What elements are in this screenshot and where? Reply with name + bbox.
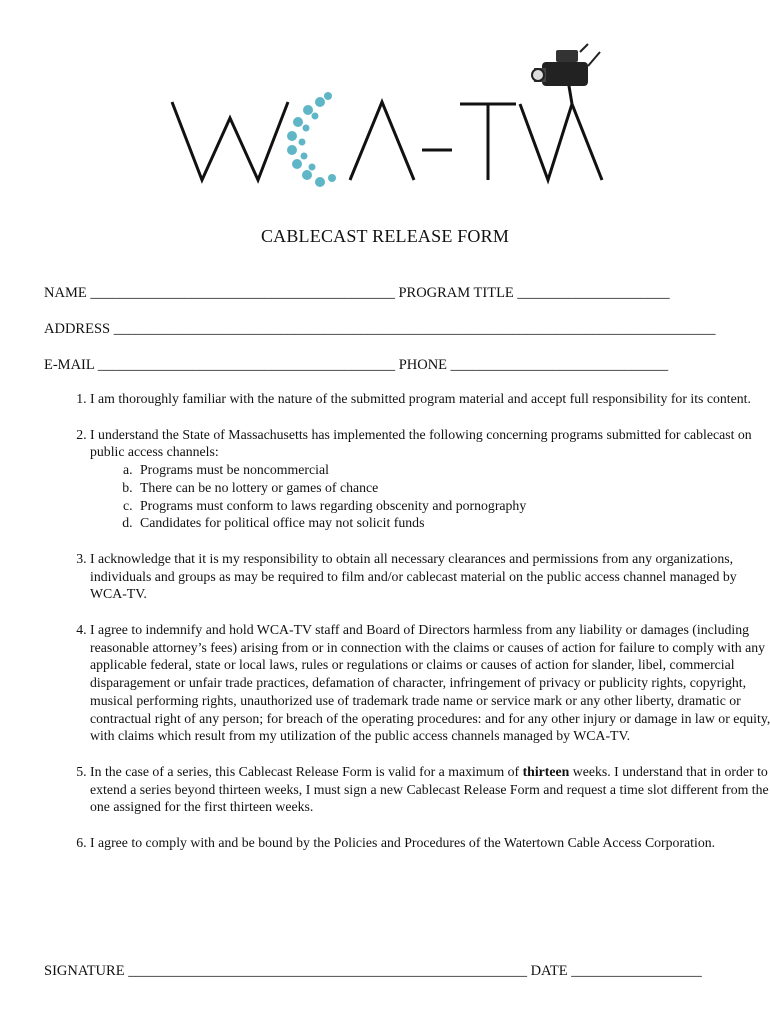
- term-text: I understand the State of Massachusetts has implemented the following concerning programs submitted for cablecast on public access channels:: [90, 426, 752, 460]
- term-text: weeks. I understand that in order to extend a series beyond thirteen weeks, I must sign a new Cablecast Release Form and request a time slot different from the one assigned for the first thirteen weeks.: [90, 763, 769, 815]
- address-label: ADDRESS: [44, 321, 111, 337]
- signature-field[interactable]: _______________________________________________________: [128, 963, 527, 979]
- term-item: [90, 390, 770, 408]
- term-item: [90, 763, 770, 816]
- email-row: [44, 356, 724, 374]
- wca-tv-logo: [170, 40, 620, 190]
- date-label: DATE: [530, 963, 568, 979]
- term-text: In the case of a series, this Cablecast Release Form is valid for a maximum of: [90, 763, 520, 779]
- term-emphasis: thirteen: [522, 763, 570, 779]
- program-title-field[interactable]: _____________________: [517, 285, 670, 301]
- name-label: NAME: [44, 285, 87, 301]
- camera-icon: [532, 44, 600, 86]
- program-title-label: PROGRAM TITLE: [398, 285, 514, 301]
- logo-letter-t: [460, 104, 516, 180]
- camera-tripod-icon: [520, 80, 602, 180]
- term-item: [90, 621, 770, 745]
- sub-item: c. Programs must conform to laws regarding obscenity and pornography: [136, 497, 770, 515]
- address-field[interactable]: ___________________________________________________________________________________: [113, 321, 716, 337]
- term-item: [90, 426, 770, 532]
- sub-item: b. There can be no lottery or games of chance: [136, 479, 770, 497]
- terms-list: [44, 390, 770, 870]
- term-text: I agree to comply with and be bound by the Policies and Procedures of the Watertown Cable Access Corporation.: [90, 835, 716, 851]
- term-text: I am thoroughly familiar with the nature of the submitted program material and accept full responsibility for its content.: [90, 391, 751, 406]
- sub-item: a. Programs must be noncommercial: [136, 461, 770, 479]
- email-label: E-MAIL: [44, 357, 95, 373]
- sub-item: d. Candidates for political office may not solicit funds: [136, 514, 770, 532]
- signature-label: SIGNATURE: [44, 963, 125, 979]
- term-text: I agree to indemnify and hold WCA-TV staff and Board of Directors harmless from any liability or damages (including reasonable attorney’s fees) arising from or in connection with the claims or causes of action for failure to comply with any applicable federal, state or local laws, rules or regulations or claims or causes of action for slander, libel, commercial disparagement or unfair trade practices, defamation of character, infringement of privacy or publicity rights, copyright, musical performing rights, unauthorized use of trademark trade name or service mark or any other liberty, dramatic or contractual right of any person; for breach of the operating procedures: and for any other injury or damage in law or equity, with claims which result from my utilization of the public access channels managed by WCA-TV.: [90, 622, 770, 744]
- term-item: [90, 550, 770, 603]
- name-field[interactable]: __________________________________________: [90, 285, 395, 301]
- phone-field[interactable]: ______________________________: [450, 357, 669, 373]
- date-field[interactable]: __________________: [571, 963, 702, 979]
- logo-dotted-c: [287, 92, 336, 187]
- form-title: CABLECAST RELEASE FORM: [260, 226, 510, 246]
- email-field[interactable]: _________________________________________: [97, 357, 396, 373]
- term-text: I acknowledge that it is my responsibility to obtain all necessary clearances and permissions from any organizations, individuals and groups as may be required to film and/or cablecast material on the public access channel managed by WCA-TV.: [90, 550, 737, 602]
- logo-letter-w: [172, 102, 288, 180]
- logo-letter-a: [350, 102, 414, 180]
- term-item: [90, 834, 770, 852]
- sub-list: [90, 461, 770, 532]
- address-row: [44, 320, 724, 338]
- name-row: [44, 284, 724, 302]
- signature-row: [44, 962, 724, 980]
- phone-label: PHONE: [398, 357, 448, 373]
